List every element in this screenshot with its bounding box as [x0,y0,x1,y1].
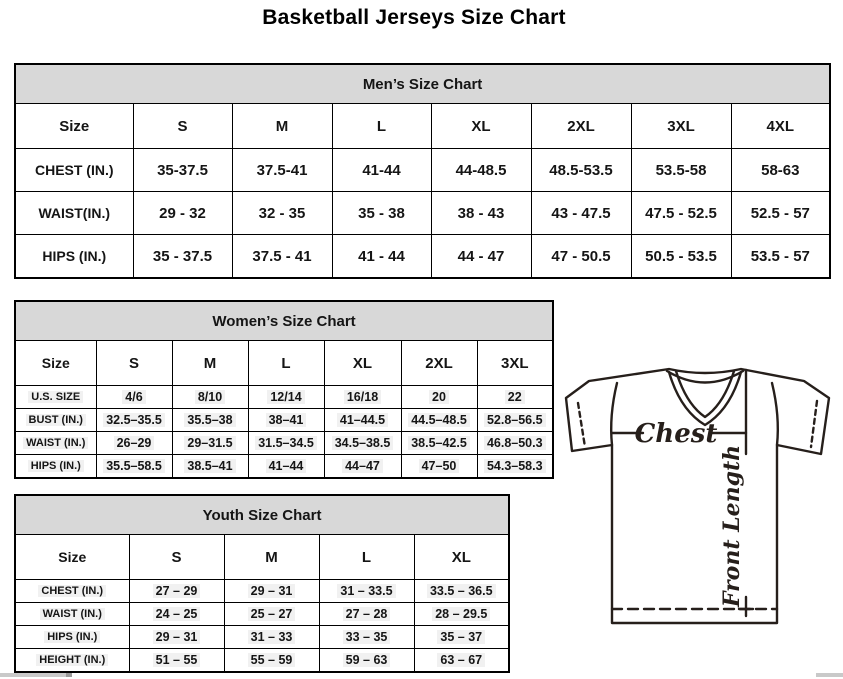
value-cell [414,649,509,673]
value-cell [477,409,553,432]
cell-text: 20 [429,390,449,404]
value-cell [248,432,324,455]
column-header-cell [129,535,224,580]
row-label-cell [15,149,133,192]
table-row [15,626,509,649]
value-cell [248,386,324,409]
jersey-measurement-diagram [557,356,843,636]
value-cell [232,149,332,192]
cell-text: 16/18 [344,390,381,404]
value-cell [133,235,232,279]
cell-text: L [281,354,291,372]
cell-text: Size [41,355,70,371]
table-title-row [15,64,830,104]
value-cell [232,235,332,279]
value-cell [324,455,401,479]
cell-text: 29 - 32 [159,204,206,222]
cell-text: 34.5–38.5 [332,436,394,450]
table-row [15,649,509,673]
value-cell [731,235,830,279]
value-cell [332,235,431,279]
value-cell [332,149,431,192]
cell-text: 4XL [766,117,795,135]
value-cell [401,409,477,432]
cell-text: 51 – 55 [153,653,201,667]
cell-text: 3XL [667,117,695,135]
value-cell [224,649,319,673]
cell-text: 25 – 27 [248,607,296,621]
value-cell [477,386,553,409]
value-cell [133,149,232,192]
cell-text: 63 – 67 [437,653,485,667]
cell-text: 29 – 31 [248,584,296,598]
cell-text: 47.5 - 52.5 [645,204,717,222]
cell-text: L [361,548,372,566]
value-cell [631,149,731,192]
value-cell [401,432,477,455]
horizontal-scrollbar-right-segment[interactable] [816,673,843,677]
row-label-cell [15,409,96,432]
row-label-cell [15,455,96,479]
cell-text: 32.5–35.5 [103,413,165,427]
value-cell [96,409,172,432]
cell-text: Size [58,549,87,565]
table-row [15,455,553,479]
cell-text: 38.5–42.5 [408,436,470,450]
cell-text: 31 – 33 [248,630,296,644]
cell-text: Youth Size Chart [202,506,322,524]
cell-text: 35 – 37 [437,630,485,644]
table-title [15,495,509,535]
row-label-cell [15,386,96,409]
value-cell [172,432,248,455]
value-cell [477,432,553,455]
womens-size-chart-table [14,300,554,479]
cell-text: 29–31.5 [184,436,235,450]
cell-text: 47–50 [419,459,460,473]
column-header-cell [248,341,324,386]
cell-text: 53.5 - 57 [750,247,810,265]
cell-text: 33.5 – 36.5 [427,584,496,598]
value-cell [129,626,224,649]
row-label-cell [15,580,129,603]
value-cell [129,649,224,673]
column-header-cell [319,535,414,580]
cell-text: HEIGHT (IN.) [36,654,108,666]
value-cell [324,386,401,409]
value-cell [531,149,631,192]
row-label-cell [15,649,129,673]
column-header-cell [15,535,129,580]
column-header-row [15,341,553,386]
cell-text: HIPS (IN.) [42,248,107,264]
cell-text: CHEST (IN.) [38,585,106,597]
table-row [15,603,509,626]
value-cell [172,455,248,479]
cell-text: 33 – 35 [343,630,391,644]
value-cell [431,149,531,192]
value-cell [631,235,731,279]
column-header-cell [224,535,319,580]
cell-text: S [177,117,188,135]
table-title-row [15,301,553,341]
value-cell [224,603,319,626]
value-cell [224,626,319,649]
cell-text: 12/14 [267,390,304,404]
column-header-row [15,104,830,149]
value-cell [531,192,631,235]
cell-text: WAIST (IN.) [23,437,88,449]
cell-text: 24 – 25 [153,607,201,621]
cell-text: HIPS (IN.) [44,631,100,643]
value-cell [731,192,830,235]
cell-text: L [376,117,387,135]
youth-size-chart-table [14,494,510,673]
value-cell [431,192,531,235]
value-cell [401,386,477,409]
cell-text: 47 - 50.5 [551,247,611,265]
value-cell [431,235,531,279]
horizontal-scrollbar-left-segment[interactable] [0,673,66,677]
cell-text: 54.3–58.3 [484,459,546,473]
value-cell [631,192,731,235]
cell-text: 53.5-58 [655,161,707,179]
cell-text: 28 – 29.5 [432,607,490,621]
column-header-cell [414,535,509,580]
cell-text: 8/10 [195,390,225,404]
column-header-row [15,535,509,580]
row-label-cell [15,603,129,626]
cell-text: 35.5–38 [184,413,235,427]
cell-text: 46.8–50.3 [484,436,546,450]
value-cell [224,580,319,603]
cell-text: M [203,354,217,372]
right-sleeve-seam [772,383,778,445]
cell-text: BUST (IN.) [26,414,86,426]
column-header-cell [133,104,232,149]
cell-text: 41–44 [266,459,307,473]
cell-text: WAIST (IN.) [40,608,105,620]
cell-text: 35-37.5 [157,161,208,179]
cell-text: 38 - 43 [457,204,505,222]
value-cell [332,192,431,235]
cell-text: 26–29 [114,436,155,450]
cell-text: Women’s Size Chart [212,312,356,330]
cell-text: XL [352,354,373,372]
right-cuff-dashed-line [811,401,817,447]
cell-text: 43 - 47.5 [551,204,611,222]
cell-text: 41-44 [362,161,401,179]
cell-text: U.S. SIZE [28,391,83,403]
value-cell [414,580,509,603]
value-cell [133,192,232,235]
page-title: Basketball Jerseys Size Chart [262,6,566,29]
cell-text: 41 - 44 [358,247,405,265]
jersey-outline [566,369,829,623]
cell-text: Size [59,117,90,135]
cell-text: 44 - 47 [457,247,505,265]
cell-text: 37.5-41 [256,161,308,179]
cell-text: 41–44.5 [337,413,388,427]
value-cell [172,386,248,409]
cell-text: WAIST(IN.) [38,205,111,221]
cell-text: HIPS (IN.) [28,460,84,472]
table-title [15,301,553,341]
cell-text: S [171,548,182,566]
column-header-cell [431,104,531,149]
value-cell [319,580,414,603]
value-cell [172,409,248,432]
cell-text: M [265,548,278,566]
cell-text: 4/6 [122,390,145,404]
column-header-cell [232,104,332,149]
cell-text: 44-48.5 [455,161,507,179]
cell-text: 58-63 [761,161,800,179]
column-header-cell [172,341,248,386]
value-cell [401,455,477,479]
value-cell [414,626,509,649]
cell-text: 27 – 29 [153,584,201,598]
cell-text: 22 [505,390,525,404]
column-header-cell [324,341,401,386]
cell-text: 55 – 59 [248,653,296,667]
cell-text: 59 – 63 [343,653,391,667]
cell-text: 38.5–41 [184,459,235,473]
table-row [15,409,553,432]
cell-text: 44.5–48.5 [408,413,470,427]
cell-text: 44–47 [342,459,383,473]
table-row [15,192,830,235]
column-header-cell [332,104,431,149]
cell-text: 52.5 - 57 [750,204,810,222]
value-cell [319,649,414,673]
table-row [15,432,553,455]
value-cell [324,409,401,432]
left-cuff-dashed-line [578,403,585,447]
cell-text: 50.5 - 53.5 [645,247,717,265]
row-label-cell [15,235,133,279]
row-label-cell [15,626,129,649]
mens-size-chart-table [14,63,831,279]
value-cell [319,603,414,626]
table-row [15,235,830,279]
table-title-row [15,495,509,535]
value-cell [414,603,509,626]
value-cell [319,626,414,649]
value-cell [232,192,332,235]
cell-text: 2XL [425,354,453,372]
column-header-cell [15,104,133,149]
cell-text: 31 – 33.5 [337,584,395,598]
column-header-cell [96,341,172,386]
value-cell [96,386,172,409]
cell-text: 2XL [567,117,595,135]
left-sleeve-seam [611,383,617,445]
front-length-label: Front Length [719,444,745,608]
row-label-cell [15,192,133,235]
column-header-cell [477,341,553,386]
cell-text: 27 – 28 [343,607,391,621]
cell-text: S [128,354,139,372]
cell-text: 38–41 [266,413,307,427]
table-row [15,386,553,409]
value-cell [731,149,830,192]
cell-text: 35.5–58.5 [103,459,165,473]
cell-text: 31.5–34.5 [255,436,317,450]
row-label-cell [15,432,96,455]
vneck-inner-line [676,371,734,417]
cell-text: 32 - 35 [258,204,306,222]
column-header-cell [731,104,830,149]
chest-label: Chest [634,419,718,449]
cell-text: 52.8–56.5 [484,413,546,427]
cell-text: 35 - 38 [358,204,405,222]
column-header-cell [531,104,631,149]
cell-text: XL [451,548,471,566]
value-cell [477,455,553,479]
cell-text: 48.5-53.5 [549,161,613,179]
column-header-cell [15,341,96,386]
column-header-cell [631,104,731,149]
value-cell [96,455,172,479]
value-cell [129,580,224,603]
cell-text: CHEST (IN.) [34,162,114,178]
value-cell [324,432,401,455]
cell-text: XL [471,117,491,135]
value-cell [531,235,631,279]
cell-text: 29 – 31 [153,630,201,644]
value-cell [248,455,324,479]
column-header-cell [401,341,477,386]
cell-text: M [275,117,289,135]
value-cell [129,603,224,626]
value-cell [248,409,324,432]
cell-text: Men’s Size Chart [362,75,483,93]
table-row [15,149,830,192]
cell-text: 3XL [501,354,529,372]
value-cell [96,432,172,455]
cell-text: 35 - 37.5 [152,247,213,265]
horizontal-scrollbar-thumb-nub[interactable] [66,673,72,677]
table-title [15,64,830,104]
table-row [15,580,509,603]
cell-text: 37.5 - 41 [252,247,312,265]
